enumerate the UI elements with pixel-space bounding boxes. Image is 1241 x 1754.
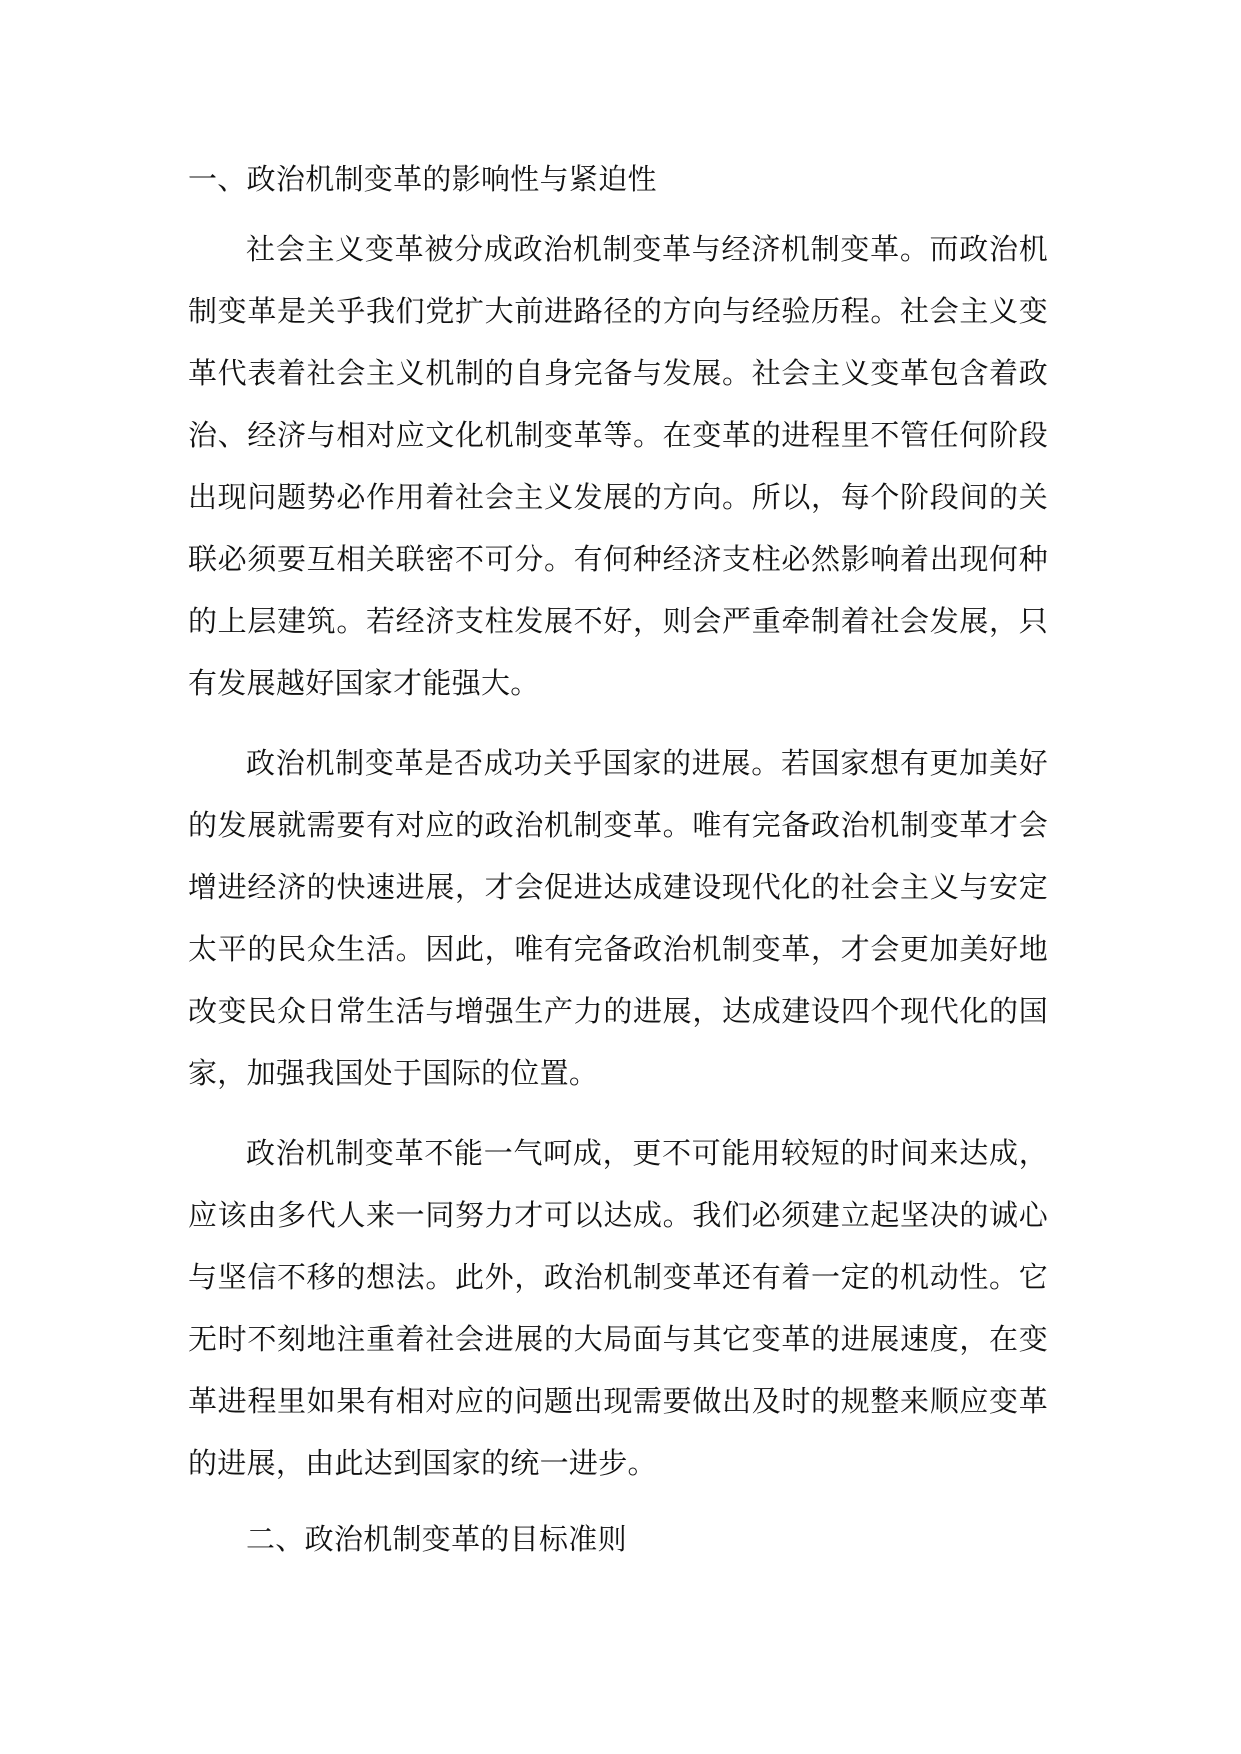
section-heading-1: 一、政治机制变革的影响性与紧迫性	[188, 162, 657, 196]
paragraph-3: 政治机制变革不能一气呵成，更不可能用较短的时间来达成，应该由多代人来一同努力才可以达成。我们必须建立起坚决的诚心与坚信不移的想法。此外，政治机制变革还有着一定的机动性。它无时不刻地注重着社会进展的大局面与其它变革的进展速度，在变革进程里如果有相对应的问题出现需要做出及时的规整来顺应变革的进展，由此达到国家的统一进步。	[188, 1136, 1048, 1480]
paragraph-1: 社会主义变革被分成政治机制变革与经济机制变革。而政治机制变革是关乎我们党扩大前进路径的方向与经验历程。社会主义变革代表着社会主义机制的自身完备与发展。社会主义变革包含着政治、经济与相对应文化机制变革等。在变革的进程里不管任何阶段出现问题势必作用着社会主义发展的方向。所以，每个阶段间的关联必须要互相关联密不可分。有何种经济支柱必然影响着出现何种的上层建筑。若经济支柱发展不好，则会严重牵制着社会发展，只有发展越好国家才能强大。	[188, 232, 1048, 700]
section-heading-2: 二、政治机制变革的目标准则	[246, 1522, 627, 1556]
paragraph-2: 政治机制变革是否成功关乎国家的进展。若国家想有更加美好的发展就需要有对应的政治机制变革。唯有完备政治机制变革才会增进经济的快速进展，才会促进达成建设现代化的社会主义与安定太平的民众生活。因此，唯有完备政治机制变革，才会更加美好地改变民众日常生活与增强生产力的进展，达成建设四个现代化的国家，加强我国处于国际的位置。	[188, 746, 1048, 1090]
